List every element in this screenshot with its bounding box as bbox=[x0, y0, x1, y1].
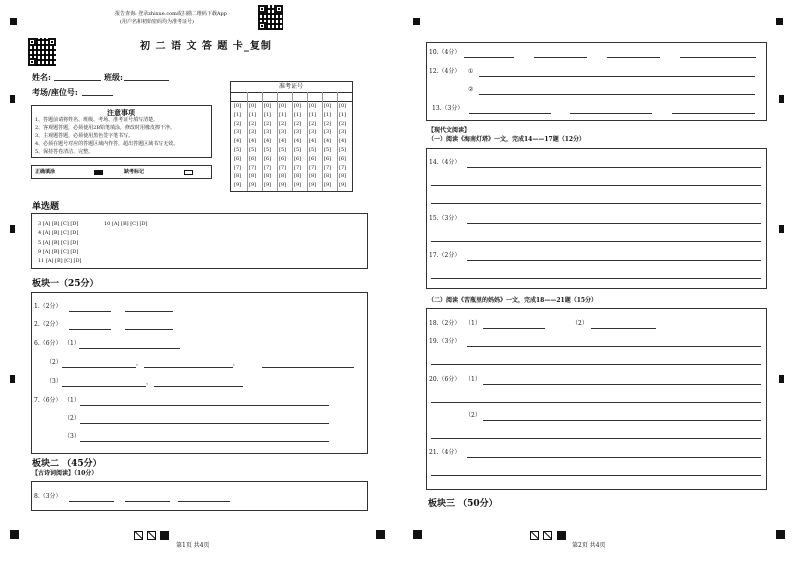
q17-answer-2[interactable] bbox=[431, 278, 761, 279]
exam-id-bubble[interactable]: [9] bbox=[309, 182, 317, 189]
q14-label: 14.（4分） bbox=[429, 159, 461, 166]
exam-id-bubble[interactable]: [2] bbox=[279, 120, 287, 127]
notice-item-2: 2、客观题答题，必须使用2B铅笔填涂，修改时用橡皮擦干净。 bbox=[35, 125, 176, 131]
exam-id-bubble[interactable]: [7] bbox=[234, 164, 242, 171]
choice-row-10[interactable]: 10 [A] [B] [C] [D] bbox=[104, 221, 148, 227]
exam-id-bubble[interactable]: [1] bbox=[234, 111, 242, 118]
q13-answer-2[interactable] bbox=[570, 113, 652, 114]
q15-answer-2[interactable] bbox=[431, 241, 761, 242]
name-label: 姓名: bbox=[32, 72, 51, 82]
q20-part2-label: （2） bbox=[465, 412, 481, 419]
exam-id-bubble[interactable]: [8] bbox=[294, 173, 302, 180]
exam-id-bubble[interactable]: [3] bbox=[249, 129, 257, 136]
q21-answer-1[interactable] bbox=[467, 457, 761, 458]
q12-label: 12.（4分） bbox=[429, 68, 461, 75]
exam-id-bubble[interactable]: [7] bbox=[324, 164, 332, 171]
exam-id-bubble[interactable]: [2] bbox=[234, 120, 242, 127]
q15-label: 15.（3分） bbox=[429, 215, 461, 222]
q18-label: 18.（2分） bbox=[429, 320, 461, 327]
exam-id-bubble[interactable]: [4] bbox=[234, 138, 242, 145]
corner-marker-right-1 bbox=[779, 95, 784, 103]
exam-id-bubble[interactable]: [4] bbox=[309, 138, 317, 145]
exam-id-bubble[interactable]: [3] bbox=[339, 129, 347, 136]
block3-title: 板块三 （50分） bbox=[428, 499, 498, 509]
exam-id-bubble[interactable]: [6] bbox=[279, 155, 287, 162]
notice-box bbox=[31, 105, 212, 158]
exam-id-bubble[interactable]: [5] bbox=[234, 147, 242, 153]
q14-answer-3[interactable] bbox=[431, 203, 761, 204]
exam-id-bubble[interactable]: [3] bbox=[324, 129, 332, 136]
notice-title: 注意事项 bbox=[107, 108, 135, 117]
q6-part2-comma-1: ， bbox=[136, 360, 143, 367]
exam-id-bubble[interactable]: [0] bbox=[339, 103, 347, 109]
q7-part2-answer[interactable] bbox=[80, 423, 329, 424]
q10-answer-1[interactable] bbox=[464, 57, 514, 58]
exam-id-bubble[interactable]: [5] bbox=[339, 147, 347, 153]
missing-exam-label: 缺考标记 bbox=[124, 169, 145, 175]
exam-id-bubble[interactable]: [0] bbox=[294, 103, 302, 109]
name-field[interactable] bbox=[54, 80, 101, 81]
exam-id-bubble[interactable]: [7] bbox=[264, 164, 272, 171]
q6-label: 6.（6分） bbox=[34, 340, 62, 347]
footer-mark-6-icon bbox=[557, 531, 566, 540]
exam-id-bubble[interactable]: [8] bbox=[309, 173, 317, 180]
q6-part2-comma-2: ， bbox=[233, 360, 240, 367]
q6-part3-answer-2[interactable] bbox=[154, 386, 243, 387]
q18-part1-label: （1） bbox=[465, 320, 481, 327]
corner-marker-bottom-left bbox=[10, 530, 19, 539]
exam-id-bubble[interactable]: [9] bbox=[339, 182, 347, 189]
block2-subtitle: 【古诗词阅读】（10分） bbox=[32, 470, 98, 477]
corner-marker-top-left bbox=[10, 18, 17, 25]
q18-part2-answer[interactable] bbox=[591, 328, 656, 329]
exam-id-bubble[interactable]: [2] bbox=[309, 120, 317, 127]
exam-id-bubble[interactable]: [5] bbox=[279, 147, 287, 153]
exam-id-bubble[interactable]: [0] bbox=[309, 103, 317, 109]
sheet-qr-code-icon bbox=[28, 38, 56, 66]
q20-part1-answer-1[interactable] bbox=[483, 384, 761, 385]
exam-id-bubble[interactable]: [0] bbox=[234, 103, 242, 109]
exam-id-bubble[interactable]: [7] bbox=[294, 164, 302, 171]
q12-part1-answer[interactable] bbox=[479, 76, 755, 77]
q6-part2-label: （2） bbox=[46, 359, 62, 366]
exam-id-bubble[interactable]: [1] bbox=[324, 111, 332, 118]
exam-id-bubble[interactable]: [3] bbox=[294, 129, 302, 136]
corner-marker-bottom-mid-right bbox=[413, 530, 422, 539]
exam-id-bubble[interactable]: [1] bbox=[249, 111, 257, 118]
exam-id-bubble[interactable]: [1] bbox=[339, 111, 347, 118]
exam-id-bubble[interactable]: [5] bbox=[294, 147, 302, 153]
exam-id-bubble[interactable]: [6] bbox=[309, 155, 317, 162]
q20-part2-answer-2[interactable] bbox=[431, 438, 761, 439]
exam-id-bubble[interactable]: [0] bbox=[324, 103, 332, 109]
fill-legend-box bbox=[31, 165, 212, 179]
exam-id-bubble[interactable]: [5] bbox=[264, 147, 272, 153]
exam-id-bubble[interactable]: [6] bbox=[339, 155, 347, 162]
exam-id-bubble[interactable]: [4] bbox=[339, 138, 347, 145]
exam-id-bubble[interactable]: [8] bbox=[234, 173, 242, 180]
block1-title: 板块一（25分） bbox=[32, 279, 99, 289]
exam-id-bubble[interactable]: [3] bbox=[279, 129, 287, 136]
q7-part1-answer[interactable] bbox=[80, 405, 329, 406]
q6-part2-answer-1[interactable] bbox=[62, 367, 136, 368]
exam-id-bubble[interactable]: [0] bbox=[279, 103, 287, 109]
q12-part2-label: ② bbox=[468, 86, 474, 93]
footer-mark-1-icon bbox=[134, 531, 143, 540]
footer-mark-5-icon bbox=[543, 531, 552, 540]
q10-answer-3[interactable] bbox=[607, 57, 660, 58]
q6-part3-label: （3） bbox=[46, 378, 62, 385]
q6-part2-answer-2[interactable] bbox=[144, 367, 233, 368]
q18-part1-answer[interactable] bbox=[483, 328, 545, 329]
corner-marker-top-mid bbox=[413, 18, 420, 25]
block1-box bbox=[31, 292, 368, 454]
q17-answer-1[interactable] bbox=[467, 260, 761, 261]
corner-marker-right-2 bbox=[779, 225, 784, 233]
exam-id-title: 准考证号 bbox=[279, 83, 304, 90]
correct-fill-sample-icon bbox=[94, 170, 103, 175]
q14-answer-2[interactable] bbox=[431, 185, 761, 186]
exam-id-bubble[interactable]: [8] bbox=[264, 173, 272, 180]
notice-item-1: 1、答题前请将姓名、班级、考场、准考证号填写清楚。 bbox=[35, 117, 159, 123]
q6-part3-answer-1[interactable] bbox=[62, 386, 146, 387]
q8-answer-3[interactable] bbox=[178, 501, 230, 502]
exam-id-bubble[interactable]: [9] bbox=[279, 182, 287, 189]
q10-answer-2[interactable] bbox=[534, 57, 587, 58]
exam-id-bubble[interactable]: [7] bbox=[249, 164, 257, 171]
exam-id-bubble[interactable]: [1] bbox=[264, 111, 272, 118]
q19-answer-1[interactable] bbox=[467, 346, 761, 347]
exam-id-bubble[interactable]: [9] bbox=[249, 182, 257, 189]
part1-title: （一）阅读《海南灯塔》一文，完成14——17题（12分） bbox=[428, 136, 586, 143]
room-seat-field[interactable] bbox=[82, 95, 113, 96]
choice-row-4[interactable]: 4 [A] [B] [C] [D] bbox=[38, 230, 79, 236]
q7-part2-label: （2） bbox=[64, 415, 80, 422]
exam-id-bubble[interactable]: [8] bbox=[339, 173, 347, 180]
q20-part1-label: （1） bbox=[465, 376, 481, 383]
exam-id-bubble[interactable]: [2] bbox=[264, 120, 272, 127]
q2-answer-1[interactable] bbox=[69, 329, 111, 330]
notice-item-5: 5、保持答卷清洁、完整。 bbox=[35, 149, 94, 155]
notice-item-3: 3、主观题答题，必须使用黑色签字笔书写。 bbox=[35, 133, 134, 139]
q10-13-box bbox=[426, 42, 767, 121]
q7-part3-label: （3） bbox=[64, 433, 80, 440]
q12-part1-label: ① bbox=[468, 68, 474, 75]
modern-reading-title: 【现代文阅读】 bbox=[428, 127, 471, 134]
q20-part1-answer-2[interactable] bbox=[431, 402, 761, 403]
exam-id-bubble[interactable]: [4] bbox=[279, 138, 287, 145]
q13-label: 13.（3分） bbox=[432, 105, 464, 112]
exam-id-bubble[interactable]: [6] bbox=[324, 155, 332, 162]
exam-id-bubble[interactable]: [2] bbox=[339, 120, 347, 127]
q18-part2-label: （2） bbox=[572, 320, 588, 327]
exam-id-bubble[interactable]: [4] bbox=[249, 138, 257, 145]
q1-answer-1[interactable] bbox=[69, 311, 111, 312]
exam-id-bubble[interactable]: [5] bbox=[324, 147, 332, 153]
corner-marker-left-3 bbox=[10, 375, 15, 383]
q1-label: 1.（2分） bbox=[34, 303, 62, 310]
exam-id-bubble[interactable]: [0] bbox=[249, 103, 257, 109]
q1-answer-2[interactable] bbox=[125, 311, 173, 312]
class-label: 班级: bbox=[104, 72, 123, 82]
exam-id-bubble[interactable]: [1] bbox=[294, 111, 302, 118]
q10-answer-4[interactable] bbox=[680, 57, 756, 58]
q19-label: 19.（3分） bbox=[429, 338, 461, 345]
corner-marker-bottom-right bbox=[776, 530, 785, 539]
exam-id-bubble[interactable]: [7] bbox=[309, 164, 317, 171]
exam-id-bubble[interactable]: [6] bbox=[264, 155, 272, 162]
page-title: 初 二 语 文 答 题 卡_复制 bbox=[140, 41, 272, 52]
q21-answer-2[interactable] bbox=[431, 475, 761, 476]
exam-id-bubble[interactable]: [2] bbox=[249, 120, 257, 127]
q14-answer-1[interactable] bbox=[467, 167, 761, 168]
exam-id-bubble[interactable]: [9] bbox=[294, 182, 302, 189]
footer-mark-2-icon bbox=[147, 531, 156, 540]
exam-id-bubble[interactable]: [3] bbox=[264, 129, 272, 136]
q21-label: 21.（4分） bbox=[429, 449, 461, 456]
q8-answer-2[interactable] bbox=[125, 501, 170, 502]
part2-box bbox=[426, 308, 767, 490]
exam-id-bubble[interactable]: [4] bbox=[264, 138, 272, 145]
choice-row-11[interactable]: 11 [A] [B] [C] [D] bbox=[38, 258, 82, 264]
exam-id-bubble[interactable]: [3] bbox=[234, 129, 242, 136]
q6-part2-answer-3[interactable] bbox=[262, 367, 354, 368]
header-line-1: 报告查询: 登录zhixue.com或扫描二维码下载App bbox=[115, 11, 227, 17]
exam-id-bubble[interactable]: [6] bbox=[294, 155, 302, 162]
exam-id-bubble[interactable]: [9] bbox=[324, 182, 332, 189]
exam-id-bubble[interactable]: [2] bbox=[324, 120, 332, 127]
q19-answer-2[interactable] bbox=[431, 364, 761, 365]
q20-label: 20.（6分） bbox=[429, 376, 461, 383]
block2-title: 板块二 （45分） bbox=[32, 459, 102, 469]
exam-id-bubble[interactable]: [4] bbox=[324, 138, 332, 145]
exam-id-bubble[interactable]: [8] bbox=[324, 173, 332, 180]
footer-page-2: 第2页 共4页 bbox=[572, 542, 606, 549]
exam-id-bubble[interactable]: [8] bbox=[279, 173, 287, 180]
exam-id-grid bbox=[230, 81, 353, 192]
choice-box bbox=[31, 213, 368, 269]
class-field[interactable] bbox=[124, 80, 169, 81]
footer-mark-3-icon bbox=[160, 531, 169, 540]
q7-part1-label: （1） bbox=[64, 397, 80, 404]
exam-id-bubble[interactable]: [1] bbox=[279, 111, 287, 118]
exam-id-bubble[interactable]: [6] bbox=[249, 155, 257, 162]
correct-fill-label: 正确填涂 bbox=[35, 169, 56, 175]
header-line-2: (用户名和初始密码均为准考证号) bbox=[120, 19, 194, 25]
q6-part3-comma: ， bbox=[146, 379, 153, 386]
exam-id-bubble[interactable]: [6] bbox=[234, 155, 242, 162]
choice-row-5[interactable]: 5 [A] [B] [C] [D] bbox=[38, 240, 79, 246]
q17-label: 17.（2分） bbox=[429, 252, 461, 259]
corner-marker-bottom-mid bbox=[376, 530, 385, 539]
choice-row-9[interactable]: 9 [A] [B] [C] [D] bbox=[38, 249, 79, 255]
q6-part1-answer[interactable] bbox=[79, 348, 180, 349]
corner-marker-right-3 bbox=[779, 375, 784, 383]
q7-part3-answer[interactable] bbox=[80, 441, 329, 442]
q12-part2-answer[interactable] bbox=[479, 94, 755, 95]
notice-item-4: 4、必须在题号对应的答题区域内作答，超出答题区域书写无效。 bbox=[35, 141, 179, 147]
q15-answer-1[interactable] bbox=[467, 223, 761, 224]
footer-page-1: 第1页 共4页 bbox=[176, 542, 210, 549]
exam-id-bubble[interactable]: [0] bbox=[264, 103, 272, 109]
exam-id-bubble[interactable]: [9] bbox=[264, 182, 272, 189]
exam-id-bubble[interactable]: [3] bbox=[309, 129, 317, 136]
q8-answer-1[interactable] bbox=[69, 501, 114, 502]
q7-label: 7.（6分） bbox=[34, 397, 62, 404]
q8-label: 8.（3分） bbox=[34, 493, 62, 500]
q20-part2-answer-1[interactable] bbox=[483, 420, 761, 421]
q13-answer-1[interactable] bbox=[469, 113, 551, 114]
q2-answer-2[interactable] bbox=[125, 329, 173, 330]
exam-id-bubble[interactable]: [7] bbox=[339, 164, 347, 171]
footer-mark-4-icon bbox=[530, 531, 539, 540]
header-qr-code-icon bbox=[258, 5, 283, 30]
missing-exam-checkbox[interactable] bbox=[184, 170, 193, 175]
corner-marker-left-1 bbox=[10, 95, 15, 103]
q6-part1-label: （1） bbox=[64, 340, 80, 347]
exam-id-bubble[interactable]: [5] bbox=[249, 147, 257, 153]
q10-label: 10.（4分） bbox=[429, 49, 461, 56]
block2-box bbox=[31, 481, 368, 511]
exam-id-bubble[interactable]: [9] bbox=[234, 182, 242, 189]
choice-row-3[interactable]: 3 [A] [B] [C] [D] bbox=[38, 221, 79, 227]
exam-id-bubble[interactable]: [8] bbox=[249, 173, 257, 180]
exam-id-bubble[interactable]: [5] bbox=[309, 147, 317, 153]
exam-id-bubble[interactable]: [1] bbox=[309, 111, 317, 118]
part2-title: （二）阅读《苦瓶里的妈妈》一文，完成18——21题（15分） bbox=[428, 297, 598, 304]
corner-marker-top-right bbox=[776, 18, 783, 25]
part1-box bbox=[426, 148, 767, 289]
q2-label: 2.（2分） bbox=[34, 321, 62, 328]
exam-id-bubble[interactable]: [7] bbox=[279, 164, 287, 171]
exam-id-bubble[interactable]: [2] bbox=[294, 120, 302, 127]
corner-marker-left-2 bbox=[10, 225, 15, 233]
q13-answer-3[interactable] bbox=[672, 113, 755, 114]
room-seat-label: 考场/座位号: bbox=[32, 87, 78, 97]
exam-id-bubble[interactable]: [4] bbox=[294, 138, 302, 145]
choice-section-title: 单选题 bbox=[32, 202, 60, 212]
